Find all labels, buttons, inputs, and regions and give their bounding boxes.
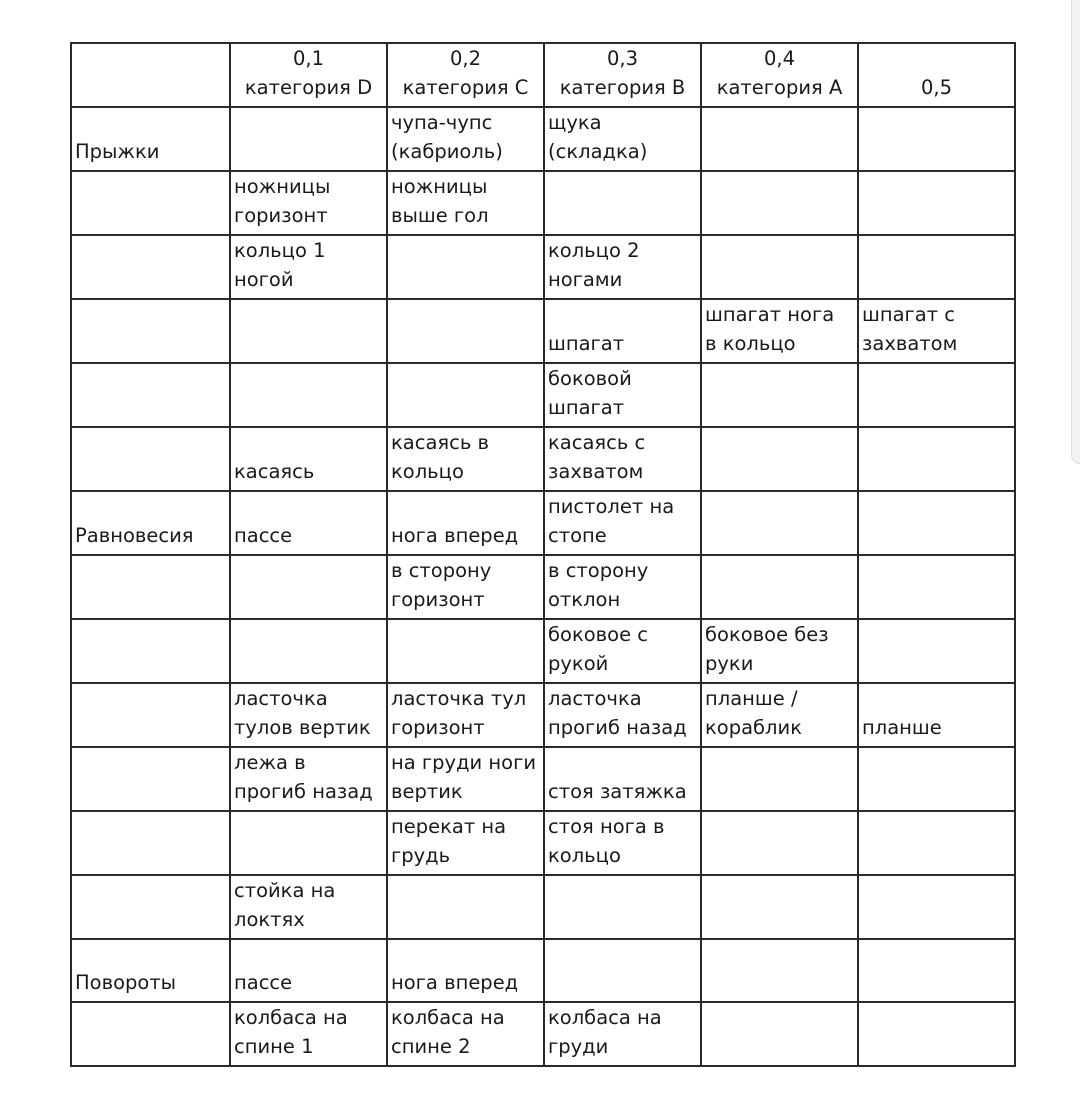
table-row xyxy=(71,171,1015,235)
row-group-label xyxy=(71,875,230,939)
table-row xyxy=(71,299,1015,363)
category-label: категория B xyxy=(559,76,686,99)
header-cell xyxy=(858,43,1015,107)
category-label: категория D xyxy=(244,76,373,99)
table-cell xyxy=(230,619,387,683)
table-cell: кольцо 2 ногами xyxy=(544,235,701,299)
header-row xyxy=(71,43,1015,107)
elements-table xyxy=(70,42,1016,1067)
header-cell-corner xyxy=(71,43,230,107)
table-row xyxy=(71,939,1015,1002)
table-cell: пассе xyxy=(230,491,387,555)
table-cell xyxy=(701,363,858,427)
table-cell: пистолет на стопе xyxy=(544,491,701,555)
table-cell: колбаса на груди xyxy=(544,1002,701,1066)
table-cell: на груди ноги вертик xyxy=(387,747,544,811)
table-row xyxy=(71,683,1015,747)
table-row xyxy=(71,491,1015,555)
table-cell xyxy=(858,555,1015,619)
table-cell xyxy=(387,363,544,427)
table-row xyxy=(71,811,1015,875)
table-cell: ласточка прогиб назад xyxy=(544,683,701,747)
table-cell: планше / кораблик xyxy=(701,683,858,747)
header-cell xyxy=(230,43,387,107)
table-cell: стоя затяжка xyxy=(544,747,701,811)
table-cell xyxy=(858,427,1015,491)
table-row xyxy=(71,619,1015,683)
table-row xyxy=(71,875,1015,939)
row-group-label xyxy=(71,235,230,299)
table-cell: касаясь xyxy=(230,427,387,491)
table-row xyxy=(71,427,1015,491)
table-cell: в сторону горизонт xyxy=(387,555,544,619)
row-group-label xyxy=(71,555,230,619)
row-group-label xyxy=(71,299,230,363)
table-cell xyxy=(701,171,858,235)
table-cell: боковое без руки xyxy=(701,619,858,683)
table-cell: шпагат с захватом xyxy=(858,299,1015,363)
header-cell xyxy=(701,43,858,107)
table-cell xyxy=(858,939,1015,1002)
table-cell xyxy=(701,811,858,875)
difficulty-value: 0,1 xyxy=(292,47,324,70)
table-cell xyxy=(858,171,1015,235)
table-cell xyxy=(858,107,1015,171)
header-cell xyxy=(387,43,544,107)
scrollbar-edge[interactable] xyxy=(1071,0,1080,464)
row-group-label xyxy=(71,427,230,491)
table-cell: шпагат нога в кольцо xyxy=(701,299,858,363)
table-cell: касаясь в кольцо xyxy=(387,427,544,491)
table-cell: ножницы выше гол xyxy=(387,171,544,235)
difficulty-value: 0,5 xyxy=(920,76,952,99)
table-cell xyxy=(858,875,1015,939)
table-cell xyxy=(544,939,701,1002)
table-cell xyxy=(701,747,858,811)
row-group-label xyxy=(71,747,230,811)
table-cell xyxy=(858,1002,1015,1066)
table-cell: щука (складка) xyxy=(544,107,701,171)
row-group-label xyxy=(71,683,230,747)
table-cell: планше xyxy=(858,683,1015,747)
table-cell: касаясь с захватом xyxy=(544,427,701,491)
table-cell: колбаса на спине 1 xyxy=(230,1002,387,1066)
table-cell xyxy=(701,939,858,1002)
row-group-label xyxy=(71,1002,230,1066)
table-cell: ласточка тулов вертик xyxy=(230,683,387,747)
table-cell xyxy=(701,875,858,939)
table-row xyxy=(71,555,1015,619)
table-cell xyxy=(858,363,1015,427)
table-cell xyxy=(701,491,858,555)
table-cell xyxy=(230,363,387,427)
table-cell xyxy=(387,235,544,299)
table-cell xyxy=(858,235,1015,299)
row-group-label xyxy=(71,811,230,875)
table-cell: боковой шпагат xyxy=(544,363,701,427)
table-cell xyxy=(701,1002,858,1066)
table-cell: нога вперед xyxy=(387,491,544,555)
table-cell: шпагат xyxy=(544,299,701,363)
row-group-label: Повороты xyxy=(71,939,230,1002)
category-label: категория C xyxy=(402,76,529,99)
table-row xyxy=(71,235,1015,299)
table-cell: ласточка тул горизонт xyxy=(387,683,544,747)
table-cell: стойка на локтях xyxy=(230,875,387,939)
table-cell xyxy=(858,811,1015,875)
table-cell: пассе xyxy=(230,939,387,1002)
table-cell xyxy=(387,619,544,683)
row-group-label: Прыжки xyxy=(71,107,230,171)
table-cell: чупа-чупс (кабриоль) xyxy=(387,107,544,171)
difficulty-value: 0,3 xyxy=(606,47,638,70)
table-cell xyxy=(230,811,387,875)
row-group-label: Равновесия xyxy=(71,491,230,555)
table-cell xyxy=(701,427,858,491)
table-cell: в сторону отклон xyxy=(544,555,701,619)
table-row xyxy=(71,363,1015,427)
table-cell: лежа в прогиб назад xyxy=(230,747,387,811)
table-cell: стоя нога в кольцо xyxy=(544,811,701,875)
table-cell xyxy=(387,875,544,939)
table-cell xyxy=(387,299,544,363)
table-cell xyxy=(230,299,387,363)
table-row xyxy=(71,107,1015,171)
row-group-label xyxy=(71,363,230,427)
header-cell xyxy=(544,43,701,107)
table-cell: ножницы горизонт xyxy=(230,171,387,235)
table-cell xyxy=(544,171,701,235)
table-cell xyxy=(230,555,387,619)
table-cell: боковое с рукой xyxy=(544,619,701,683)
table-cell xyxy=(858,747,1015,811)
table-cell: нога вперед xyxy=(387,939,544,1002)
difficulty-value: 0,2 xyxy=(449,47,481,70)
table-cell xyxy=(701,235,858,299)
table-cell xyxy=(858,619,1015,683)
row-group-label xyxy=(71,171,230,235)
table-cell xyxy=(858,491,1015,555)
row-group-label xyxy=(71,619,230,683)
table-row xyxy=(71,747,1015,811)
table-row xyxy=(71,1002,1015,1066)
table-cell xyxy=(544,875,701,939)
table-cell: перекат на грудь xyxy=(387,811,544,875)
table-cell xyxy=(701,555,858,619)
table-cell: кольцо 1 ногой xyxy=(230,235,387,299)
category-label: категория A xyxy=(716,76,843,99)
table-cell xyxy=(701,107,858,171)
table-cell: колбаса на спине 2 xyxy=(387,1002,544,1066)
difficulty-value: 0,4 xyxy=(763,47,795,70)
table-cell xyxy=(230,107,387,171)
